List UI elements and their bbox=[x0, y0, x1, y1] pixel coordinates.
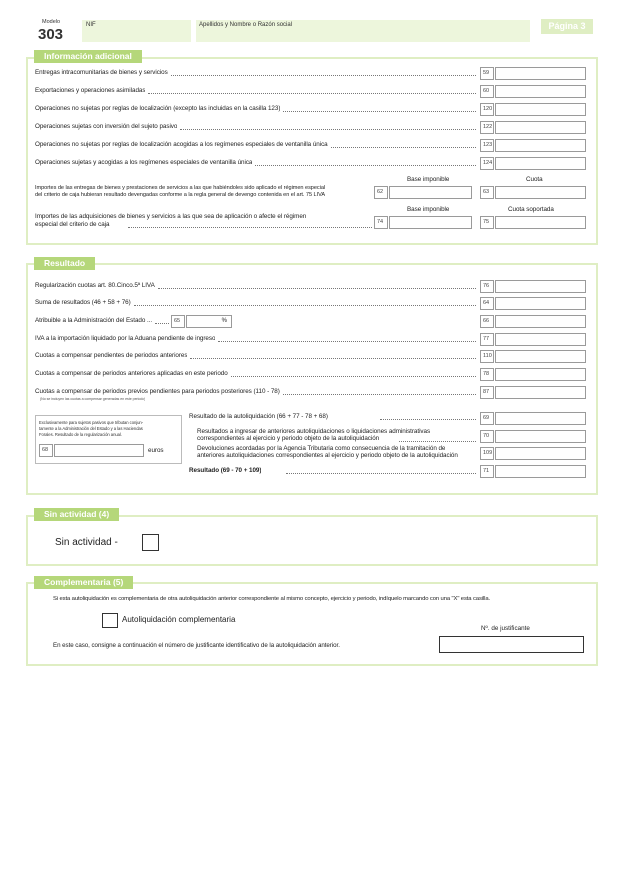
page-label: Página 3 bbox=[541, 19, 593, 34]
adquisiciones-base-input[interactable] bbox=[389, 216, 472, 229]
name-field[interactable] bbox=[196, 20, 530, 42]
adquisiciones-label-1: Importes de las adquisiciones de bienes y servicios a las que sea de aplicación o afecte el régimen bbox=[35, 213, 307, 220]
total-dots bbox=[286, 473, 476, 474]
entregas-cuota-header: Cuota bbox=[526, 176, 543, 183]
entregas-base-header: Base imponible bbox=[407, 176, 450, 183]
devoluciones-label-2: anteriores autoliquidaciones correspondientes al ejercicio y periodo objeto de la autoliquidación bbox=[197, 452, 458, 459]
anteriores-label-1: Resultados a ingresar de anteriores autoliquidaciones o liquidaciones administrativas bbox=[197, 428, 431, 435]
resultado-row-input[interactable] bbox=[495, 297, 586, 310]
info-row-label: Entregas intracomunitarias de bienes y servicios bbox=[35, 69, 168, 76]
entregas-cuota-input[interactable] bbox=[495, 186, 586, 199]
info-row-dots bbox=[255, 165, 476, 166]
info-row-dots bbox=[148, 93, 476, 94]
info-row-label: Operaciones no sujetas por reglas de localización (excepto las incluidas en la casilla 123) bbox=[35, 105, 281, 112]
resultado-row-input[interactable] bbox=[495, 368, 586, 381]
resultado-row-dots bbox=[158, 288, 476, 289]
sin-actividad-title: Sin actividad (4) bbox=[34, 508, 119, 521]
total-code-71: 71 bbox=[480, 465, 494, 478]
resultado-row-label: Regularización cuotas art. 80.Cinco.5ª LIVA bbox=[35, 282, 155, 289]
info-adicional-title: Información adicional bbox=[34, 50, 142, 63]
exclusive-input[interactable] bbox=[54, 444, 144, 457]
info-row-code: 124 bbox=[480, 157, 494, 170]
info-row-code: 60 bbox=[480, 85, 494, 98]
anteriores-dots bbox=[399, 441, 476, 442]
exclusive-text-1: Exclusivamente para sujetos pasivos que tributan conjun- bbox=[39, 420, 144, 425]
info-row-input[interactable] bbox=[495, 67, 586, 80]
resultado-row-label: Cuotas a compensar pendientes de periodos anteriores bbox=[35, 352, 188, 359]
resultado-row-code: 76 bbox=[480, 280, 494, 293]
info-row-code: 59 bbox=[480, 67, 494, 80]
resultado-row-dots bbox=[283, 394, 476, 395]
resultado-row-input[interactable] bbox=[495, 280, 586, 293]
info-row-code: 123 bbox=[480, 139, 494, 152]
adquisiciones-dots bbox=[128, 227, 372, 228]
sin-actividad-checkbox[interactable] bbox=[142, 534, 159, 551]
modelo-number: 303 bbox=[38, 26, 64, 43]
entregas-label-2: del criterio de caja hubieran resultado devengadas conforme a la regla general de devengo contenida en el art. 75 LIVA bbox=[35, 192, 326, 198]
resultado-row-label: Cuotas a compensar de periodos previos pendientes para periodos posteriores (110 - 78) bbox=[35, 388, 280, 395]
info-row-label: Operaciones sujetas con inversión del sujeto pasivo bbox=[35, 123, 178, 130]
devoluciones-code-109: 109 bbox=[480, 447, 494, 460]
name-label: Apellidos y Nombre o Razón social bbox=[199, 22, 293, 28]
autoliq-input[interactable] bbox=[495, 412, 586, 425]
resultado-row-label: Suma de resultados (46 + 58 + 76) bbox=[35, 299, 131, 306]
resultado-row-code: 110 bbox=[480, 350, 494, 363]
nif-field[interactable] bbox=[82, 20, 191, 42]
devoluciones-label-1: Devoluciones acordadas por la Agencia Tributaria como consecuencia de la tramitación de bbox=[197, 445, 446, 452]
resultado-row-label: Cuotas a compensar de periodos anteriores aplicadas en este periodo bbox=[35, 370, 228, 377]
entregas-code-63: 63 bbox=[480, 186, 494, 199]
info-row-input[interactable] bbox=[495, 121, 586, 134]
exclusive-text-3: Forales. Resultado de la regularización anual. bbox=[39, 432, 122, 437]
complementaria-title: Complementaria (5) bbox=[34, 576, 133, 589]
devoluciones-input[interactable] bbox=[495, 447, 586, 460]
resultado-row-input[interactable] bbox=[495, 350, 586, 363]
atribuible-pct-input[interactable] bbox=[186, 315, 232, 328]
info-row-code: 120 bbox=[480, 103, 494, 116]
justificante-label: Nº. de justificante bbox=[481, 625, 530, 632]
adquisiciones-code-74: 74 bbox=[374, 216, 388, 229]
resultado-row-dots bbox=[155, 323, 169, 324]
atribuible-code-65: 65 bbox=[171, 315, 185, 328]
total-label: Resultado (69 - 70 + 109) bbox=[189, 467, 262, 474]
resultado-row-code: 78 bbox=[480, 368, 494, 381]
resultado-row-code: 77 bbox=[480, 333, 494, 346]
euros-label: euros bbox=[148, 447, 164, 454]
info-row-label: Operaciones no sujetas por reglas de localización acogidas a los regímenes especiales de ventanilla única bbox=[35, 141, 328, 148]
resultado-row-input[interactable] bbox=[495, 315, 586, 328]
adquisiciones-base-header: Base imponible bbox=[407, 206, 450, 213]
info-row-label: Exportaciones y operaciones asimiladas bbox=[35, 87, 146, 94]
entregas-base-input[interactable] bbox=[389, 186, 472, 199]
exclusive-text-2: tamente a la Administración del Estado y a las Haciendas bbox=[39, 426, 143, 431]
complementaria-checkbox[interactable] bbox=[102, 613, 118, 628]
exclusive-code-68: 68 bbox=[39, 444, 53, 457]
modelo-label: Modelo bbox=[42, 19, 61, 25]
resultado-title: Resultado bbox=[34, 257, 95, 270]
resultado-row-code: 66 bbox=[480, 315, 494, 328]
complementaria-intro: Si esta autoliquidación es complementaria de otra autoliquidación anterior correspondiente al mismo concepto, ejercicio y periodo, indíquelo marcando con una "X" esta casilla. bbox=[53, 596, 491, 602]
info-row-dots bbox=[283, 111, 476, 112]
anteriores-input[interactable] bbox=[495, 430, 586, 443]
autoliq-code-69: 69 bbox=[480, 412, 494, 425]
total-input[interactable] bbox=[495, 465, 586, 478]
resultado-row-input[interactable] bbox=[495, 386, 586, 399]
resultado-row-dots bbox=[134, 305, 476, 306]
entregas-code-62: 62 bbox=[374, 186, 388, 199]
info-row-dots bbox=[331, 147, 476, 148]
info-row-input[interactable] bbox=[495, 103, 586, 116]
nif-label: NIF bbox=[86, 22, 96, 28]
autoliq-label: Resultado de la autoliquidación (66 + 77 - 78 + 68) bbox=[189, 413, 328, 420]
consigne-text: En este caso, consigne a continuación el número de justificante identificativo de la autoliquidación anterior. bbox=[53, 642, 340, 649]
sin-actividad-label: Sin actividad - bbox=[55, 537, 118, 548]
info-row-input[interactable] bbox=[495, 157, 586, 170]
autoliq-dots bbox=[380, 419, 476, 420]
info-row-input[interactable] bbox=[495, 139, 586, 152]
adquisiciones-cuota-header: Cuota soportada bbox=[508, 206, 554, 213]
note-87: (No se incluyen las cuotas a compensar generadas en este periodo) bbox=[40, 397, 146, 401]
resultado-row-code: 64 bbox=[480, 297, 494, 310]
complementaria-checkbox-label: Autoliquidación complementaria bbox=[122, 615, 236, 624]
resultado-row-label: Atribuible a la Administración del Estado ... bbox=[35, 317, 153, 324]
info-row-code: 122 bbox=[480, 121, 494, 134]
resultado-row-dots bbox=[231, 376, 476, 377]
anteriores-code-70: 70 bbox=[480, 430, 494, 443]
info-row-dots bbox=[171, 75, 476, 76]
resultado-row-dots bbox=[218, 341, 476, 342]
resultado-row-label: IVA a la importación liquidado por la Aduana pendiente de ingreso bbox=[35, 335, 216, 342]
adquisiciones-cuota-input[interactable] bbox=[495, 216, 586, 229]
entregas-label-1: Importes de las entregas de bienes y prestaciones de servicios a las que habiéndoles sido aplicado el régimen especial bbox=[35, 185, 326, 191]
resultado-row-code: 87 bbox=[480, 386, 494, 399]
adquisiciones-label-2: especial del criterio de caja bbox=[35, 221, 110, 228]
info-row-dots bbox=[180, 129, 476, 130]
resultado-row-dots bbox=[190, 358, 476, 359]
anteriores-label-2: correspondientes al ejercicio y periodo objeto de la autoliquidación bbox=[197, 435, 380, 442]
resultado-row-input[interactable] bbox=[495, 333, 586, 346]
info-row-label: Operaciones sujetas y acogidas a los regímenes especiales de ventanilla única bbox=[35, 159, 253, 166]
info-row-input[interactable] bbox=[495, 85, 586, 98]
justificante-input[interactable] bbox=[439, 636, 584, 653]
adquisiciones-code-75: 75 bbox=[480, 216, 494, 229]
percent-sign: % bbox=[221, 318, 227, 324]
